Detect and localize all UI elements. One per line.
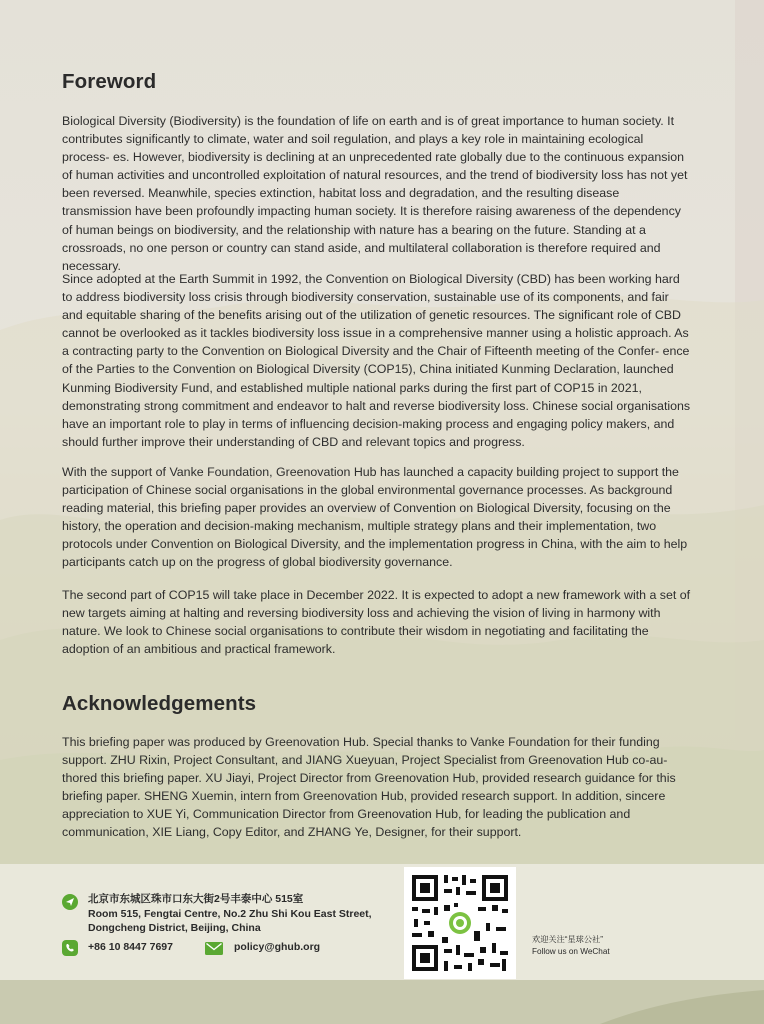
foreword-paragraph-4: The second part of COP15 will take place in December 2022. It is expected to adopt a new framework with a set of new targets aiming at halting and reversing biodiversity loss and achieving the vision of living in harmony with nature. We look to Chinese social organisations to contribute their wisdom in negotiating and facilitating the adoption of an ambitious and practical framework.: [62, 588, 691, 657]
phone-number[interactable]: +86 10 8447 7697: [88, 941, 173, 953]
address-chinese: 北京市东城区珠市口东大街2号丰泰中心 515室: [88, 893, 304, 905]
acknowledgements-paragraph: This briefing paper was produced by Greenovation Hub. Special thanks to Vanke Foundation for their funding support. ZHU Rixin, Project Consultant, and JIANG Xueyuan, Project Specialist from Greenovation Hub co-au- thored this briefing paper. XU Jiayi, Project Director from Greenovation Hub, provided research guidance for this briefing paper. SHENG Xuemin, intern from Greenovation Hub, provided research support. In addition, sincere appreciation to XUE Yi, Communication Director from Greenovation Hub, for leading the publication and communication, XIE Liang, Copy Editor, and ZHANG Ye, Designer, for their support.: [62, 735, 676, 840]
foreword-paragraph-2: Since adopted at the Earth Summit in 1992, the Convention on Biological Diversity (CBD) has been working hard to address biodiversity loss crisis through biodiversity conservation, sustainable use of its components, and fair and equitable sharing of the benefits arising out of the utilization of genetic resources. The significant role of CBD cannot be overlooked as it tackles biodiversity loss issue in a comprehensive manner using a holistic approach. As a contracting party to the Convention on Biological Diversity and the Chair of Fifteenth meeting of the Confer- ence of the Parties to the Convention on Biological Diversity (COP15), China initiated Kunming Declaration, launched Kunming Biodiversity Fund, and established multiple national parks during the first part of COP15 in 2021, demonstrating strong commitment and endeavor to halt and reverse biodiversity loss. Chinese social organisations have an important role to play in terms of influencing decision-making process and engaging policy makers, and should further improve their understanding of CBD and relevant topics and progress.: [62, 272, 691, 449]
mail-icon: [205, 942, 223, 955]
foreword-paragraph-1: Biological Diversity (Biodiversity) is the foundation of life on earth and is of great importance to human society. It contributes significantly to climate, water and soil regulation, and plays a key role in maintaining ecological process- es. However, biodiversity is declining at an unprecedented rate globally due to the continuous expansion of human activities and uncontrolled exploitation of natural resources, and the trend of biodiversity loss has not yet been reversed. Meanwhile, species extinction, habitat loss and degradation, and the resulting disease transmission have been profoundly impacting human society. It is therefore raising awareness of the dependency of human beings on biodiversity, and the relationship with nature has a bearing on the future. Standing at a crossroads, no one person or country can stand aside, and multilateral collaboration is therefore required and necessary.: [62, 114, 688, 273]
wechat-caption-english: Follow us on WeChat: [532, 947, 610, 956]
wechat-caption-chinese: 欢迎关注“星球公社”: [532, 935, 603, 944]
location-icon: [62, 894, 78, 910]
phone-icon: [62, 940, 78, 956]
wechat-caption: [532, 934, 610, 958]
email-address[interactable]: policy@ghub.org: [234, 941, 321, 953]
wechat-qr-code[interactable]: [404, 867, 516, 979]
contact-footer: [0, 864, 764, 980]
foreword-heading: Foreword: [62, 70, 157, 93]
address-english-line-1: Room 515, Fengtai Centre, No.2 Zhu Shi Kou East Street,: [88, 907, 372, 920]
address-english-line-2: Dongcheng District, Beijing, China: [88, 922, 261, 934]
address-block: [88, 892, 372, 936]
foreword-paragraph-3: With the support of Vanke Foundation, Greenovation Hub has launched a capacity building project to support the participation of Chinese social organisations in the global environmental governance processes. As background reading material, this briefing paper provides an overview of Convention on Biological Diversity, focusing on the history, the operation and decision-making mechanism, multiple strategy plans and their implementation, two protocols under Convention on Biological Diversity, and the implementation progress in China, with the aim to help participants catch up on the progress of global biodiversity governance.: [62, 465, 688, 570]
acknowledgements-heading: Acknowledgements: [62, 692, 257, 715]
